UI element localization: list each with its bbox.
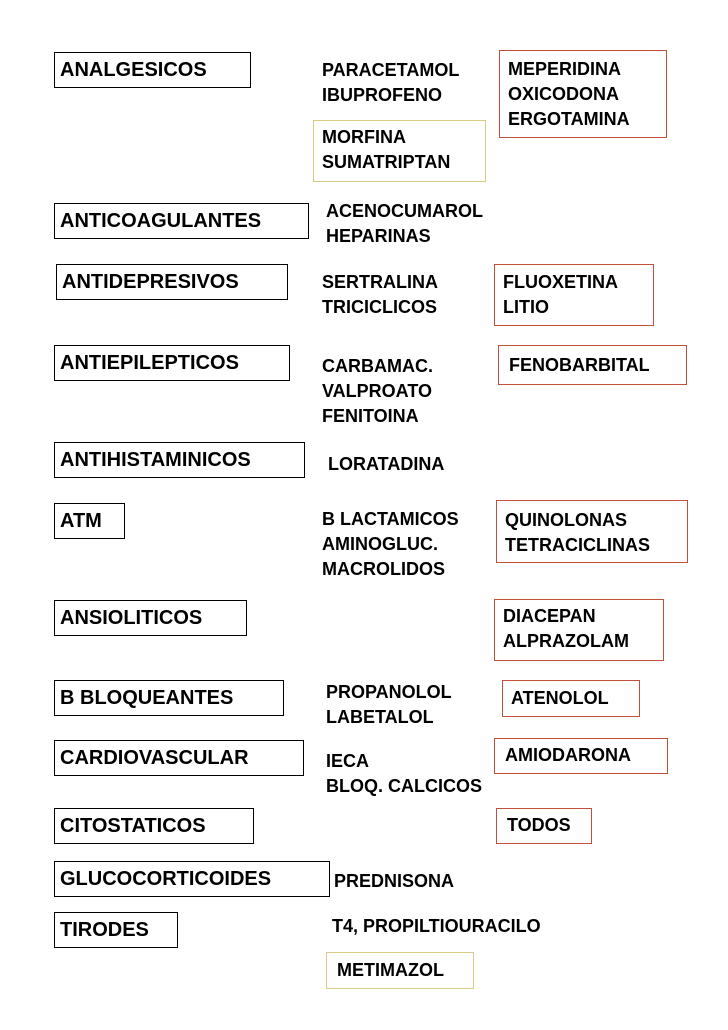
drug-item: TODOS	[507, 815, 571, 835]
drug-item: ALPRAZOLAM	[503, 631, 629, 651]
drug-item: PROPANOLOL	[326, 682, 452, 702]
drugs-antihistaminicos	[328, 452, 444, 477]
category-antiepilepticos: ANTIEPILEPTICOS	[54, 345, 290, 381]
drug-item: PREDNISONA	[334, 871, 455, 891]
drug-item: BLOQ. CALCICOS	[326, 776, 482, 796]
drug-item: FENITOINA	[322, 406, 419, 426]
drug-item: IBUPROFENO	[322, 85, 443, 105]
red-box-ansioliticos	[494, 599, 664, 661]
drug-item: AMIODARONA	[505, 745, 631, 765]
category-analgesicos: ANALGESICOS	[54, 52, 251, 88]
category-ansioliticos: ANSIOLITICOS	[54, 600, 247, 636]
drug-item: ACENOCUMAROL	[326, 201, 483, 221]
red-box-b-bloqueantes	[502, 680, 640, 717]
category-cardiovascular: CARDIOVASCULAR	[54, 740, 304, 776]
drugs-glucocorticoides	[334, 869, 454, 894]
category-glucocorticoides: GLUCOCORTICOIDES	[54, 861, 330, 897]
drug-item: OXICODONA	[508, 84, 620, 104]
category-anticoagulantes: ANTICOAGULANTES	[54, 203, 309, 239]
drug-item: QUINOLONAS	[505, 510, 628, 530]
drug-item: HEPARINAS	[326, 226, 431, 246]
category-citostaticos: CITOSTATICOS	[54, 808, 254, 844]
category-antihistaminicos: ANTIHISTAMINICOS	[54, 442, 305, 478]
red-box-atm	[496, 500, 688, 563]
drug-item: LITIO	[503, 297, 549, 317]
drug-item: B LACTAMICOS	[322, 509, 459, 529]
category-atm: ATM	[54, 503, 125, 539]
red-box-citostaticos	[496, 808, 592, 844]
drug-item: AMINOGLUC.	[322, 534, 438, 554]
drug-item: ERGOTAMINA	[508, 109, 630, 129]
drug-item: FLUOXETINA	[503, 272, 618, 292]
red-box-antiepilepticos	[498, 345, 687, 385]
drug-item: LABETALOL	[326, 707, 434, 727]
category-tirodes: TIRODES	[54, 912, 178, 948]
category-b-bloqueantes: B BLOQUEANTES	[54, 680, 284, 716]
drug-item: T4, PROPILTIOURACILO	[332, 916, 541, 936]
drug-item: CARBAMAC.	[322, 356, 433, 376]
drug-item: METIMAZOL	[337, 960, 444, 980]
drug-item: MACROLIDOS	[322, 559, 445, 579]
drug-item: IECA	[326, 751, 370, 771]
drugs-cardiovascular	[326, 749, 482, 799]
drugs-analgesicos	[322, 58, 459, 108]
drug-item: TRICICLICOS	[322, 297, 437, 317]
drug-item: TETRACICLINAS	[505, 535, 650, 555]
drug-item: VALPROATO	[322, 381, 433, 401]
drugs-antidepresivos	[322, 270, 438, 320]
drug-item: ATENOLOL	[511, 688, 609, 708]
drug-item: PARACETAMOL	[322, 60, 460, 80]
red-box-analgesicos	[499, 50, 667, 138]
drug-item: MEPERIDINA	[508, 59, 622, 79]
drug-item: SERTRALINA	[322, 272, 438, 292]
drugs-anticoagulantes	[326, 199, 483, 249]
category-antidepresivos: ANTIDEPRESIVOS	[56, 264, 288, 300]
drugs-tirodes	[332, 914, 541, 939]
yellow-box-analgesicos	[313, 120, 486, 182]
drug-item: DIACEPAN	[503, 606, 596, 626]
red-box-antidepresivos	[494, 264, 654, 326]
red-box-cardiovascular	[494, 738, 668, 774]
drugs-b-bloqueantes	[326, 680, 452, 730]
drugs-antiepilepticos	[322, 354, 433, 429]
yellow-box-tirodes	[326, 952, 474, 989]
drugs-atm	[322, 507, 459, 582]
drug-item: SUMATRIPTAN	[322, 152, 451, 172]
drug-item: LORATADINA	[328, 454, 445, 474]
drug-item: MORFINA	[322, 127, 406, 147]
drug-item: FENOBARBITAL	[509, 355, 650, 375]
